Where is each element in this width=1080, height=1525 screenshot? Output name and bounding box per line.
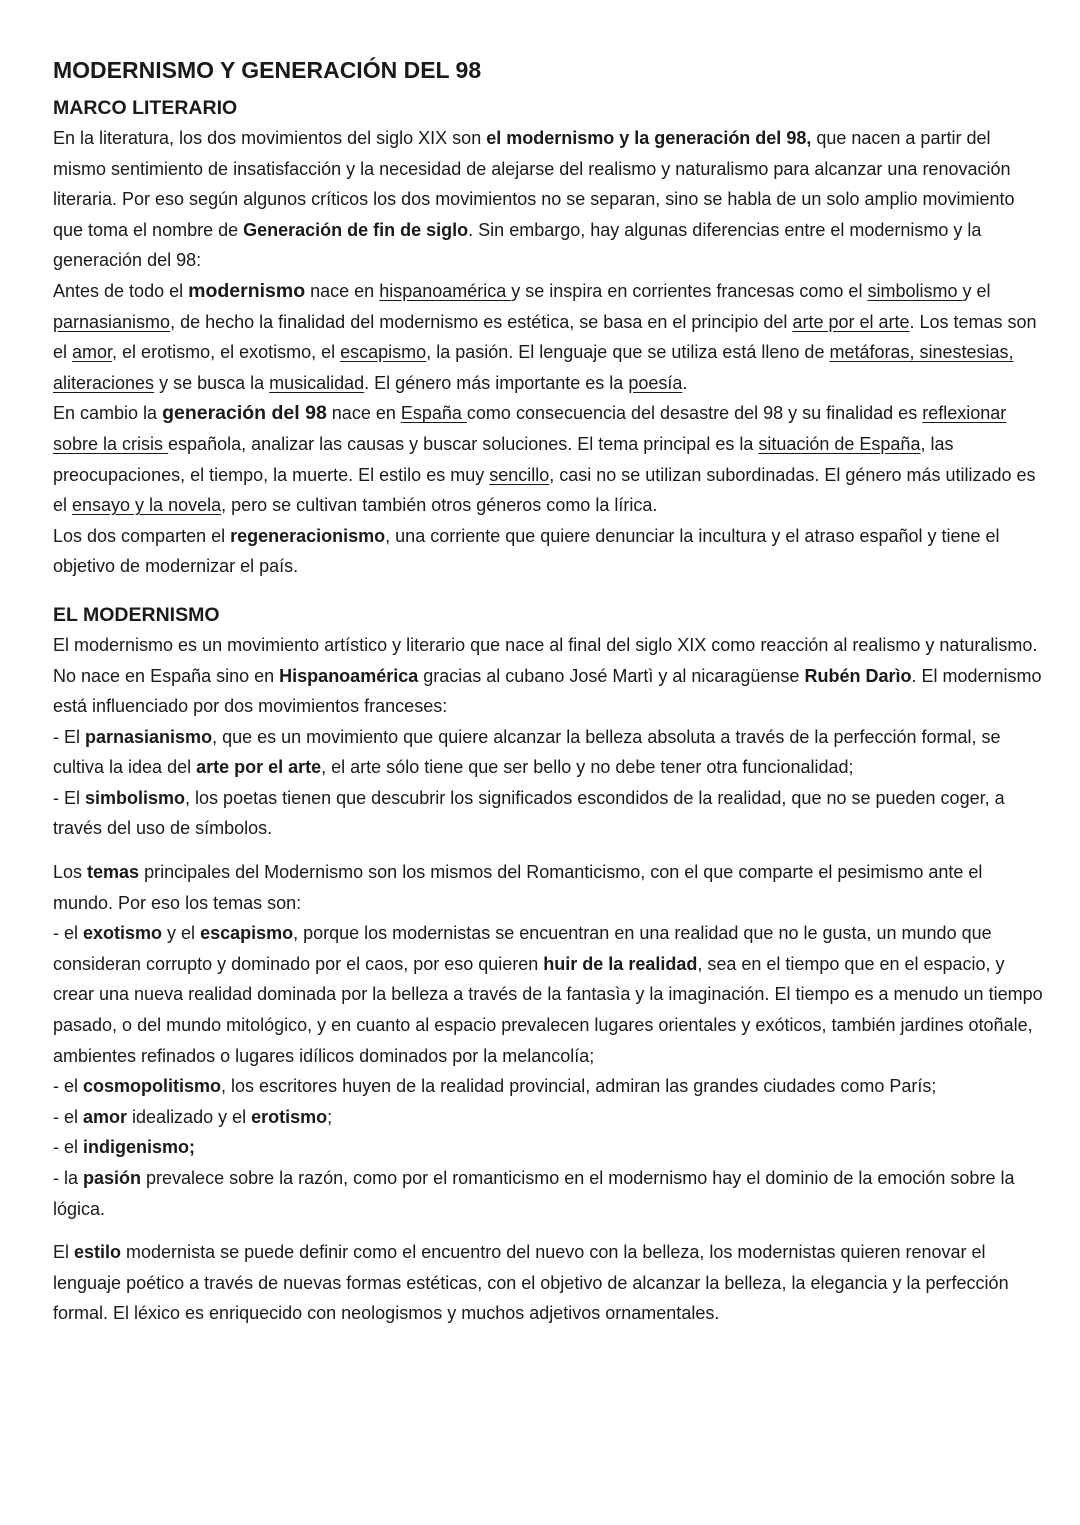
list-item: - el indigenismo;	[53, 1137, 196, 1158]
paragraph: En la literatura, los dos movimientos del siglo XIX son el modernismo y la generación del 98, que nacen a partir del mismo sentimiento de insatisfacción y la necesidad de alejarse del realismo y naturalismo para alcanzar una renovación literaria. Por eso según algunos críticos los dos movimientos no se separan, sino se habla de un solo amplio movimiento que toma el nombre de Generación de fin de siglo. Sin embargo, hay algunas diferencias entre el modernismo y la generación del 98:	[53, 128, 1015, 271]
list-item: - el exotismo y el escapismo, porque los modernistas se encuentran en una realidad que no le gusta, un mundo que consideran corrupto y dominado por el caos, por eso quieren huir de la realidad, sea en el tiempo que en el espacio, y crear una nueva realidad dominada por la belleza a través de la fantasìa y la imaginación. El tiempo es a menudo un tiempo pasado, o del mundo mitológico, y en cuanto al espacio prevalecen lugares orientales y exóticos, también jardines otoñale, ambientes refinados o lugares idílicos dominados por la melancolía;	[53, 923, 1043, 1066]
paragraph: En cambio la generación del 98 nace en España como consecuencia del desastre del 98 y su finalidad es reflexionar sobre la crisis española, analizar las causas y buscar soluciones. El tema principal es la situación de España, las preocupaciones, el tiempo, la muerte. El estilo es muy sencillo, casi no se utilizan subordinadas. El género más utilizado es el ensayo y la novela, pero se cultivan también otros géneros como la lírica.	[53, 402, 1036, 516]
paragraph: Antes de todo el modernismo nace en hispanoamérica y se inspira en corrientes francesas como el simbolismo y el parnasianismo, de hecho la finalidad del modernismo es estética, se basa en el principio del arte por el arte. Los temas son el amor, el erotismo, el exotismo, el escapismo, la pasión. El lenguaje que se utiliza está lleno de metáforas, sinestesias, aliteraciones y se busca la musicalidad. El género más importante es la poesía.	[53, 279, 1037, 393]
paragraph: Los temas principales del Modernismo son los mismos del Romanticismo, con el que comparte el pesimismo ante el mundo. Por eso los temas son:	[53, 862, 983, 913]
paragraph: El estilo modernista se puede definir como el encuentro del nuevo con la belleza, los modernistas quieren renovar el lenguaje poético a través de nuevas formas estéticas, con el objetivo de alcanzar la belleza, la elegancia y la perfección formal. El léxico es enriquecido con neologismos y muchos adjetivos ornamentales.	[53, 1242, 1009, 1324]
document-title: MODERNISMO Y GENERACIÓN DEL 98	[53, 57, 482, 83]
paragraph: Los dos comparten el regeneracionismo, una corriente que quiere denunciar la incultura y el atraso español y tiene el objetivo de modernizar el país.	[53, 525, 1000, 577]
paragraph: El modernismo es un movimiento artístico y literario que nace al final del siglo XIX como reacción al realismo y naturalismo. No nace en España sino en Hispanoamérica gracias al cubano José Martì y al nicaragüense Rubén Darìo. El modernismo está influenciado por dos movimientos franceses:	[53, 634, 1042, 717]
list-item: - el cosmopolitismo, los escritores huyen de la realidad provincial, admiran las grandes ciudades como París;	[53, 1076, 937, 1097]
list-item: - El simbolismo, los poetas tienen que descubrir los significados escondidos de la realidad, que no se pueden coger, a través del uso de símbolos.	[53, 787, 1005, 839]
list-item: - la pasión prevalece sobre la razón, como por el romanticismo en el modernismo hay el dominio de la emoción sobre la lógica.	[53, 1168, 1015, 1219]
list-item: - El parnasianismo, que es un movimiento que quiere alcanzar la belleza absoluta a través de la perfección formal, se cultiva la idea del arte por el arte, el arte sólo tiene que ser bello y no debe tener otra funcionalidad;	[53, 726, 1001, 778]
document-page	[53, 50, 1043, 1329]
section-heading-el-modernismo: EL MODERNISMO	[53, 603, 220, 626]
list-item: - el amor idealizado y el erotismo;	[53, 1106, 333, 1127]
section-heading-marco-literario: MARCO LITERARIO	[53, 97, 238, 119]
